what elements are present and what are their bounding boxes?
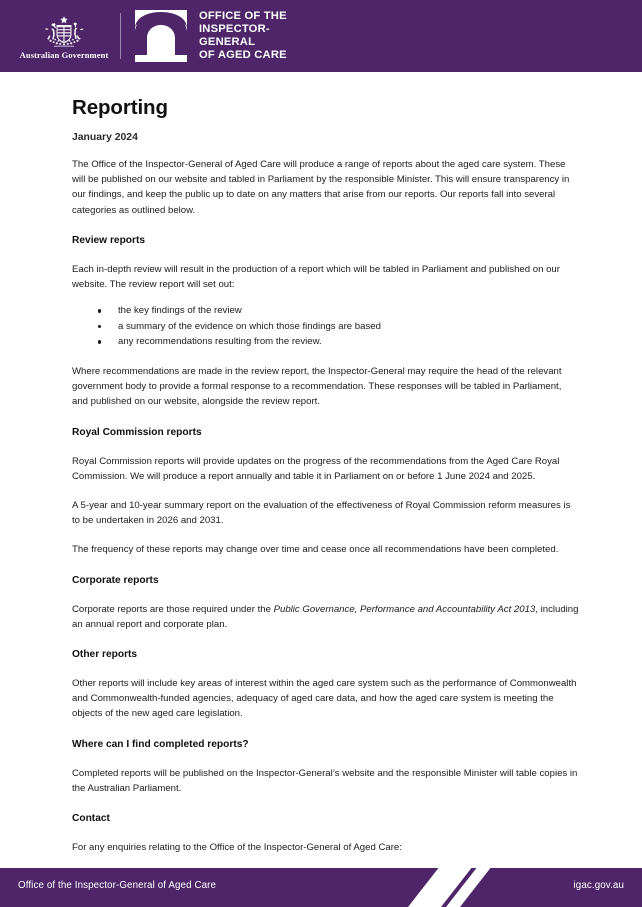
logo-wordmark	[199, 10, 287, 63]
where-find-reports-paragraph: Completed reports will be published on the Inspector-General’s website and the responsible Minister will table copies in the Australian Parliament.	[72, 767, 578, 794]
document-date: January 2024	[72, 132, 138, 143]
list-item: a summary of the evidence on which those findings are based	[98, 319, 580, 335]
wordmark-line-3: GENERAL	[199, 36, 256, 48]
section-heading-review-reports: Review reports	[72, 234, 146, 246]
royal-commission-paragraph-1: Royal Commission reports will provide updates on the progress of the recommendations from the Aged Care Royal Commission. We will produce a report annually and table it in Parliament on or before 1 June 2024 and 2025.	[72, 455, 560, 482]
australian-government-crest	[18, 13, 110, 60]
other-reports-paragraph: Other reports will include key areas of interest within the aged care system such as the performance of Commonwealth and Commonwealth-funded agencies, adequacy of aged care data, and how the aged care system is meeting the objects of the new aged care legislation.	[72, 678, 577, 720]
page-title: Reporting	[72, 96, 168, 119]
royal-commission-paragraph-3: The frequency of these reports may change over time and cease once all recommendations have been completed.	[72, 544, 559, 556]
corporate-text-suffix: , including an annual report and corporate plan.	[72, 603, 579, 630]
review-reports-paragraph-1: Each in-depth review will result in the production of a report which will be tabled in Parliament and published on our website. The review report will set out:	[72, 263, 560, 291]
section-heading-contact: Contact	[72, 813, 110, 825]
list-item: any recommendations resulting from the review.	[98, 334, 580, 350]
legislation-title: Public Governance, Performance and Accountability Act 2013	[273, 603, 536, 615]
header-divider	[120, 13, 121, 59]
contact-paragraph: For any enquiries relating to the Office of the Inspector-General of Aged Care:	[72, 842, 402, 854]
section-heading-other-reports: Other reports	[72, 649, 138, 661]
corporate-reports-paragraph	[72, 602, 580, 632]
footer-website-url: igac.gov.au	[573, 880, 624, 891]
review-reports-paragraph-2: Where recommendations are made in the review report, the Inspector-General may require the head of the relevant government body to provide a formal response to a recommendation. These responses will be tabled in Parliament, and published on our website, alongside the review report.	[72, 366, 562, 408]
section-heading-royal-commission-reports: Royal Commission reports	[72, 426, 202, 438]
document-body	[0, 72, 642, 884]
section-heading-where-find-reports: Where can I find completed reports?	[72, 738, 249, 750]
crest-caption: Australian Government	[19, 49, 109, 60]
wordmark-line-2: INSPECTOR-	[199, 22, 270, 35]
section-heading-corporate-reports: Corporate reports	[72, 574, 159, 586]
australian-coat-of-arms-icon	[37, 15, 91, 49]
wordmark-line-1: OFFICE OF THE	[199, 9, 287, 22]
footer-organisation-name: Office of the Inspector-General of Aged Care	[18, 880, 217, 891]
list-item: the key findings of the review	[98, 303, 580, 319]
site-footer	[0, 868, 642, 907]
review-reports-bullet-list	[72, 303, 580, 350]
royal-commission-paragraph-2: A 5-year and 10-year summary report on the evaluation of the effectiveness of Royal Commission reform measures is to be undertaken in 2026 and 2031.	[72, 500, 571, 527]
site-header	[0, 0, 642, 72]
corporate-text-prefix: Corporate reports are those required under the	[72, 603, 274, 615]
intro-paragraph: The Office of the Inspector-General of Aged Care will produce a range of reports about the aged care system. These will be published on our website and tabled in Parliament by the responsible Minister. This will ensure transparency in our findings, and keep the public up to date on any matters that arise from our reports. Our reports fall into several categories as outlined below.	[72, 159, 570, 216]
wordmark-line-4: OF AGED CARE	[199, 49, 287, 62]
igac-arc-logo-icon	[135, 10, 187, 62]
